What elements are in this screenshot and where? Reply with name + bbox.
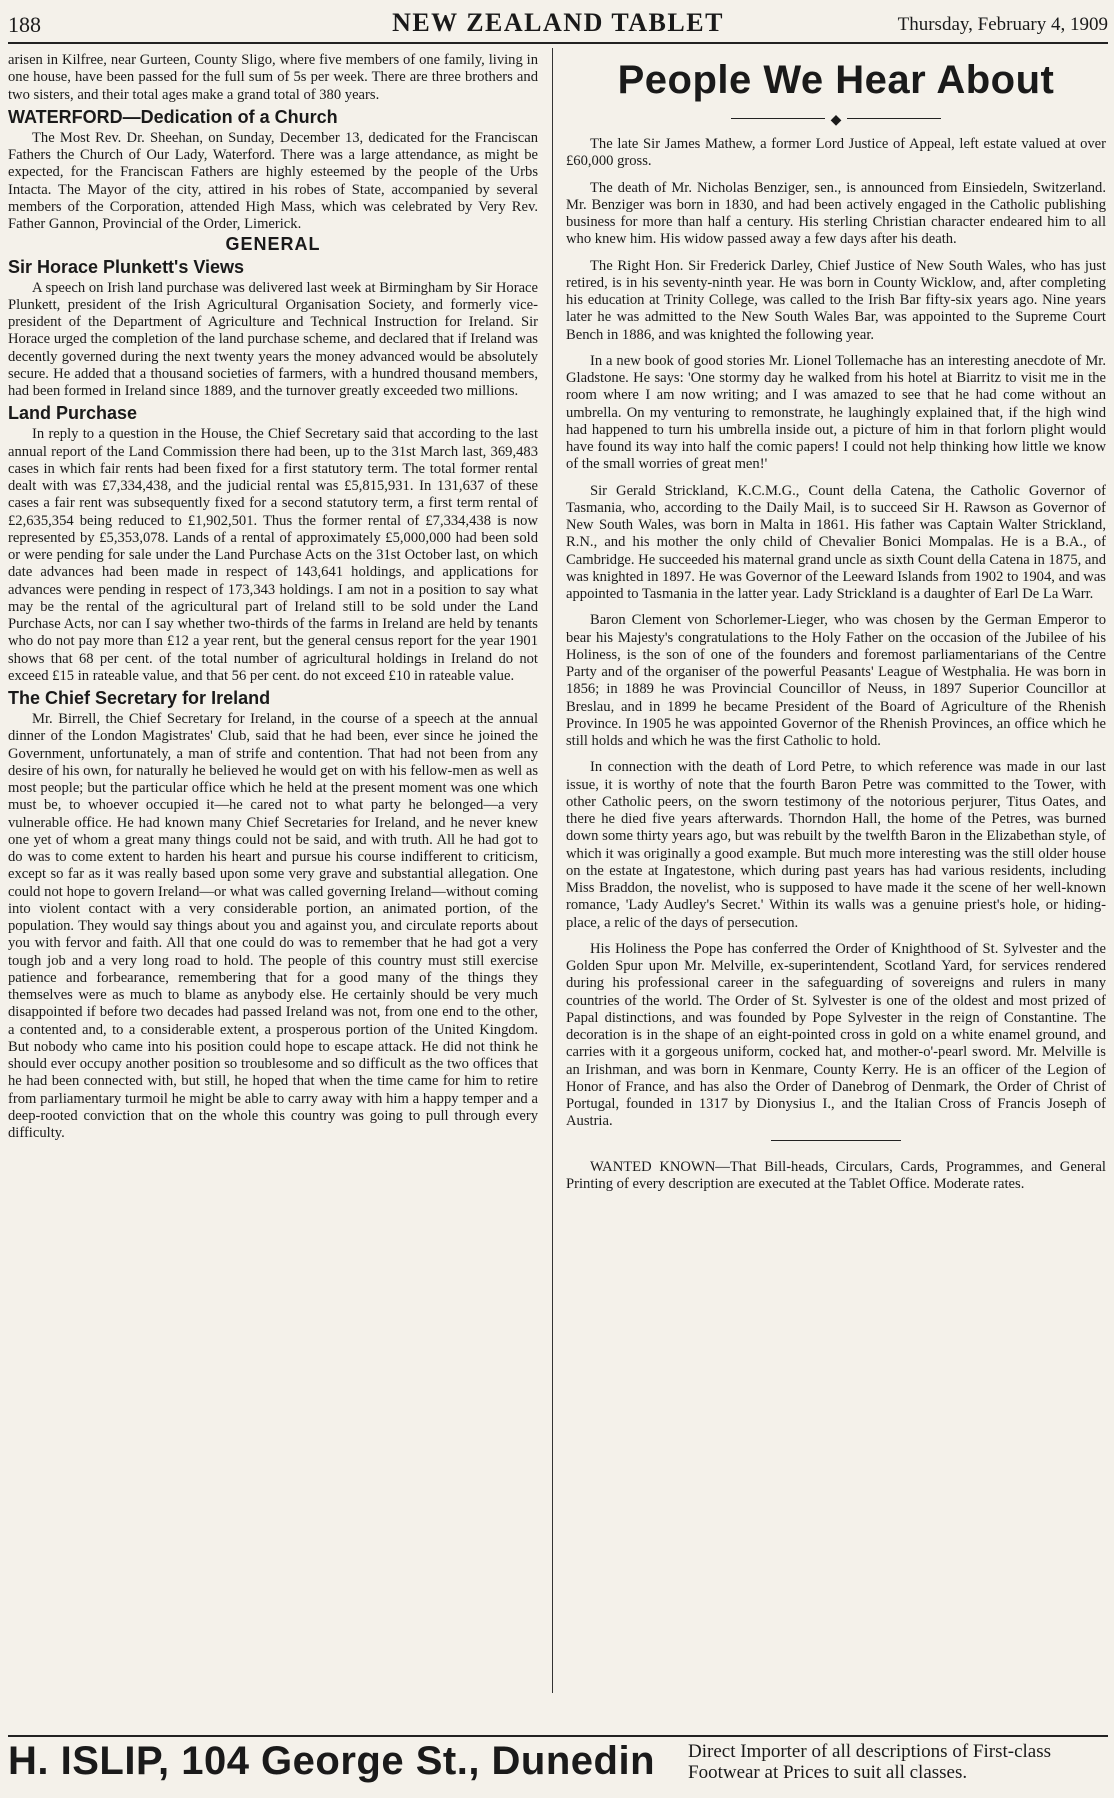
item-petre: In connection with the death of Lord Petre, to which reference was made in our last issue, it is worthy of note that the fourth Baron Petre was committed to the Tower, with other Catholic peers, on the sworn testimony of the notorious perjurer, Titus Oates, and there he died five years afterwards. Thorndon Hall, the home of the Petres, was burned down some thirty years ago, but was rebuilt by the twelfth Baron in the Elizabethan style, of which it was originally a good example. But much more interesting was the still older house on the estate at Ingatestone, which during past years has had various residents, including Miss Braddon, the novelist, who is supposed to have made it the scene of her well-known romance, 'Lady Audley's Secret.' Within its walls was a genuine priest's hole, or hiding-place, a relic of the days of persecution. bbox=[566, 759, 1106, 931]
footer-advertisement bbox=[8, 1735, 1108, 1792]
item-tollemache: In a new book of good stories Mr. Lionel Tollemache has an interesting anecdote of Mr. Gladstone. He says: 'One stormy day he walked from his hotel at Biarritz to visit me in the room where I am now writing; and I was amazed to see that he had come without an umbrella. On my venturing to remonstrate, he laughingly explained that, if the high wind had happened to turn his umbrella inside out, a picture of him in that forlorn plight would have found its way into half the comic papers! I could not help thinking how little we know of the small worries of great men!' bbox=[566, 352, 1106, 473]
section-heading-plunkett: Sir Horace Plunkett's Views bbox=[8, 256, 245, 277]
newspaper-title: NEW ZEALAND TABLET bbox=[392, 8, 724, 37]
item-mathew: The late Sir James Mathew, a former Lord Justice of Appeal, left estate valued at over £60,000 gross. bbox=[566, 136, 1106, 170]
column-divider bbox=[552, 48, 553, 1693]
section-heading-land-purchase: Land Purchase bbox=[8, 403, 138, 424]
separator-rule bbox=[771, 1140, 901, 1141]
item-strickland: Sir Gerald Strickland, K.C.M.G., Count della Catena, the Catholic Governor of Tasmania, who, according to the Daily Mail, is to succeed Sir H. Rawson as Governor of New South Wales, was born in Malta in 1861. His father was Captain Walter Strickland, R.N., and his mother the only child of Chevalier Bonici Mompalas. He is a B.A., of Cambridge. He succeeded his maternal grand uncle as sixth Count della Catena in 1875, and was knighted in 1897. He was Governor of the Leeward Islands from 1902 to 1904, and was appointed to Tasmania in the latter year. Lady Strickland is a daughter of Earl De La Warr. bbox=[566, 482, 1106, 602]
wanted-known-notice: WANTED KNOWN—That Bill-heads, Circulars, Cards, Programmes, and General Printing of every description are executed at the Tablet Office. Moderate rates. bbox=[566, 1158, 1106, 1192]
diamond-ornament-icon: ◆ bbox=[825, 113, 848, 128]
article-chief-secretary: Mr. Birrell, the Chief Secretary for Ireland, in the course of a speech at the annual dinner of the London Magistrates' Club, said that he had been, ever since he joined the Government, unfortunately, a man of strife and contention. That had not been from any desire of his own, for naturally he believed he would get on with his fellow-men as well as most people; but the particular office which he held at the present moment was one which must be, to whoever occupied it—he cared not to what party he belonged—a very vulnerable office. He had known many Chief Secretaries for Ireland, and he never knew one yet of whom a great many things could not be said, and with truth. All he had got to do was to come extent to harden his heart and pursue his course indifferent to criticism, except so far as it was really based upon some very grave and substantial allegation. One could not hope to govern Ireland—or what was called governing Ireland—without coming into violent contact with a very considerable portion, an animated portion, of the population. They would say things about you and against you, and circulate reports about you with fervor and faith. All that one could do was to remember that he had got a very tough job and a very long road to hold. The people of this country must still exercise patience and forbearance, remembering that for a good many of the things they themselves were as much to blame as anybody else. He certainly should be very much disappointed if before two decades had passed Ireland was not, from one end to the other, a contented and, to a considerable extent, a prosperous portion of the United Kingdom. But nobody who came into his position could hope to escape attack. He did not think he should ever occupy another position so troublesome and so difficult as the two offices that he had been connected with, but still, he hoped that when the time came for him to retire from parliamentary turmoil he might be able to carry away with him a happy temper and a deep-rooted conviction that on the whole this country was going to pull through every difficulty. bbox=[8, 711, 538, 1141]
article-land-purchase: In reply to a question in the House, the Chief Secretary said that according to the last annual report of the Land Commission there had been, up to the 31st March last, 369,483 cases in which fair rents had been fixed for a first statutory term. The total former rental dealt with was £7,334,438, and the judicial rental was £5,815,931. In 131,637 of these cases a fair rent was subsequently fixed for a second statutory term, a first term rental of £2,635,354 being reduced to £1,902,501. Thus the former rental of £7,334,438 is now represented by £5,353,078. Lands of a rental of approximately £5,000,000 had been sold or were pending for sale under the Land Purchase Acts on the 31st October last, on which date advances had been made in respect of 143,641 holdings, and applications for advances were pending in respect of 173,343 holdings. I am not in a position to say what may be the rental of the agricultural part of Ireland still to be sold under the Land Purchase Acts, nor can I say whether two-thirds of the farms in Ireland are held by tenants who do not pay more than £12 a year rent, but the general census report for the year 1901 shows that 68 per cent. of the total number of agricultural holdings in Ireland do not exceed £15 in rateable value, and that 56 per cent. do not exceed £10 in rateable value. bbox=[8, 426, 538, 684]
column-title: People We Hear About bbox=[617, 58, 1055, 102]
article-waterford: The Most Rev. Dr. Sheehan, on Sunday, December 13, dedicated for the Franciscan Fathers the Church of Our Lady, Waterford. There was a large attendance, as might be expected, for the Franciscan Fathers are highly esteemed by the people of the Urbs Intacta. The Mayor of the city, attired in his robes of State, accompanied by several members of the Corporation, attended High Mass, which was celebrated by Very Rev. Father Gannon, Provincial of the Order, Limerick. bbox=[8, 129, 538, 232]
right-column bbox=[566, 52, 1106, 1690]
item-darley: The Right Hon. Sir Frederick Darley, Chief Justice of New South Wales, who has just retired, is in his seventy-ninth year. He was born in County Wicklow, and, after completing his education at Trinity College, was called to the Irish Bar fifty-six years ago. Nine years later he was admitted to the New South Wales Bar, was appointed to the Supreme Court Bench in 1886, and was knighted the following year. bbox=[566, 257, 1106, 343]
ad-tagline: Direct Importer of all descriptions of First-class Footwear at Prices to suit all classes. bbox=[688, 1741, 1052, 1783]
section-heading-chief-secretary: The Chief Secretary for Ireland bbox=[8, 688, 271, 708]
page-number: 188 bbox=[8, 12, 41, 37]
masthead bbox=[8, 8, 1108, 44]
left-column bbox=[8, 52, 538, 1690]
issue-date: Thursday, February 4, 1909 bbox=[897, 14, 1108, 35]
ad-headline: H. ISLIP, 104 George St., Dunedin bbox=[8, 1739, 656, 1783]
section-heading-waterford: WATERFORD—Dedication of a Church bbox=[8, 106, 338, 127]
item-benziger: The death of Mr. Nicholas Benziger, sen., is announced from Einsiedeln, Switzerland. Mr. Benziger was born in 1830, and had been actively engaged in the Catholic publishing business for more than half a century. His sterling Christian character endeared him to all who knew him. His widow passed away a few days after his death. bbox=[566, 179, 1106, 248]
section-heading-general: GENERAL bbox=[225, 234, 321, 255]
item-schorlemer: Baron Clement von Schorlemer-Lieger, who was chosen by the German Emperor to bear his Majesty's congratulations to the Holy Father on the occasion of the Jubilee of his Holiness, is the son of one of the founders and foremost parliamentarians of the Centre Party and of the organiser of the powerful Peasants' League of Westphalia. He was born in 1856; in 1889 he was Provincial Councillor of Neuss, in 1897 Superior Councillor at Breslau, and in 1899 he became President of the Board of Agriculture of the Rhenish Province. In 1905 he was appointed Governor of the Rhenish Provinces, an office which he still holds and which he was the first Catholic to hold. bbox=[566, 612, 1106, 749]
title-ornament bbox=[566, 112, 1106, 126]
article-continuation: arisen in Kilfree, near Gurteen, County Sligo, where five members of one family, living in one house, have been passed for the full sum of 5s per week. There are three brothers and two sisters, and their total ages make a grand total of 380 years. bbox=[8, 52, 538, 103]
article-plunkett: A speech on Irish land purchase was delivered last week at Birmingham by Sir Horace Plunkett, president of the Irish Agricultural Organisation Society, and formerly vice-president of the Department of Agriculture and Technical Instruction for Ireland. Sir Horace urged the completion of the land purchase scheme, and declared that if Ireland was decently governed during the next twenty years the money advanced would be absolutely secure. He added that a thousand societies of farmers, with a hundred thousand members, had been formed in Ireland since 1889, and the turnover greatly exceeded two millions. bbox=[8, 279, 538, 399]
item-melville: His Holiness the Pope has conferred the Order of Knighthood of St. Sylvester and the Golden Spur upon Mr. Melville, ex-superintendent, Scotland Yard, for services rendered during his professional career in the safeguarding of sovereigns and rulers in many countries of the world. The Order of St. Sylvester is one of the oldest and most prized of Papal distinctions, and was founded by Pope Sylvester in the reign of Constantine. The decoration is in the shape of an eight-pointed cross in gold on a white enamel ground, and carries with it a gorgeous uniform, cocked hat, and mother-o'-pearl sword. Mr. Melville is an Irishman, and was born in Kenmare, County Kerry. He is an officer of the Legion of Honor of France, and has also the Order of Danebrog of Denmark, the Order of Christ of Portugal, founded in 1317 by Dionysius I., and the Italian Cross of Francis Joseph of Austria. bbox=[566, 940, 1106, 1130]
